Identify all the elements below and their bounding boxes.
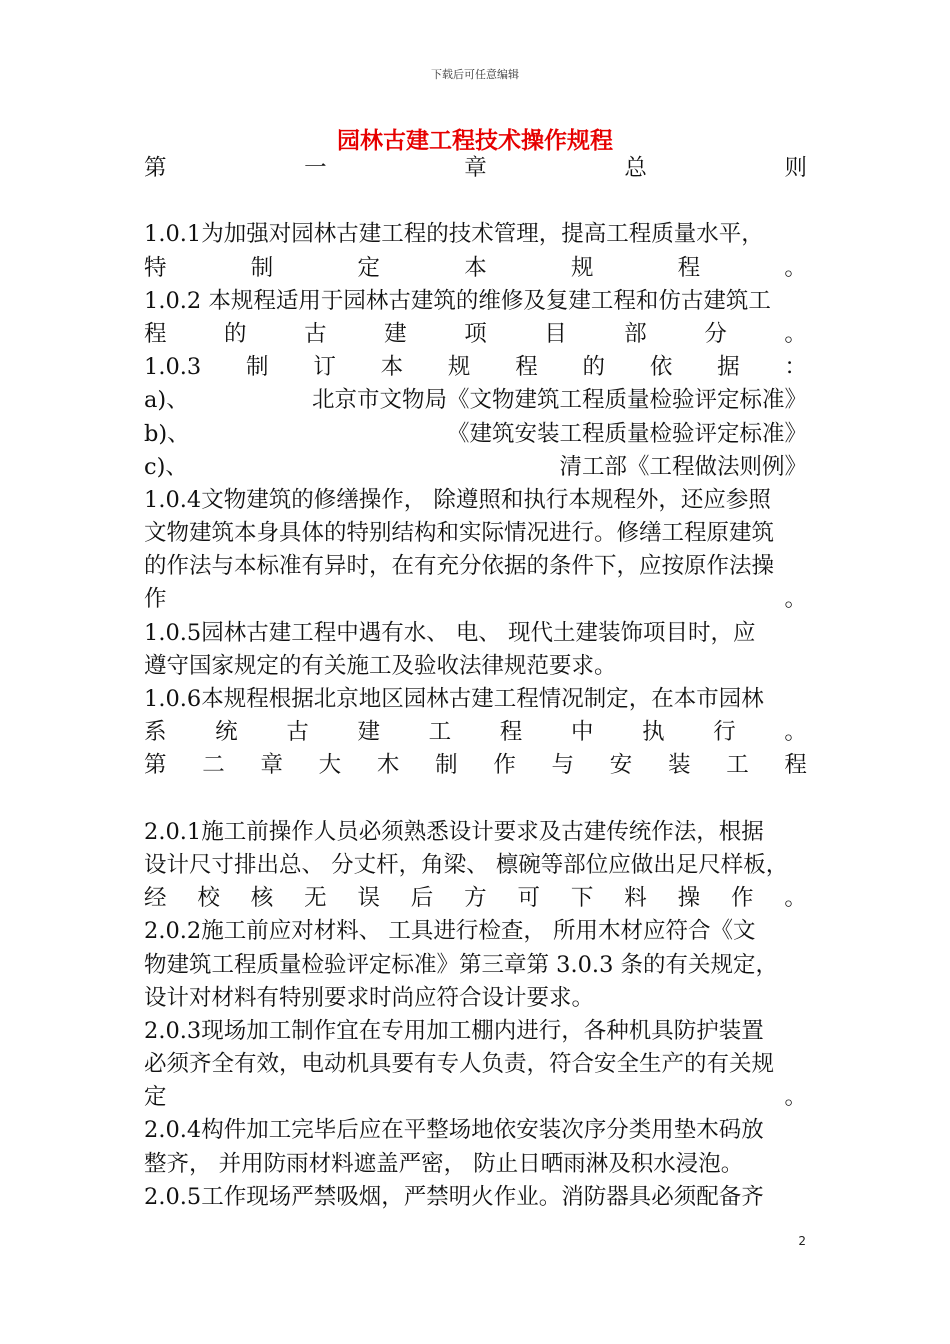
body-line: 必须齐全有效，电动机具要有专人负责，符合安全生产的有关规 <box>144 1051 775 1078</box>
body-line: 1.0.1为加强对园林古建工程的技术管理，提高工程质量水平， <box>144 221 764 248</box>
word: 可 <box>517 885 541 912</box>
word: 第 <box>144 752 167 779</box>
body-line <box>144 882 807 915</box>
word: 制 <box>250 254 274 281</box>
body-line <box>144 384 807 417</box>
word: 统 <box>215 719 238 746</box>
word: 木 <box>376 752 400 779</box>
word: 工 <box>726 752 749 779</box>
word: 规 <box>447 354 471 381</box>
word: 安 <box>609 752 633 779</box>
blank-line <box>144 185 807 218</box>
word: 建 <box>384 320 407 347</box>
body-line: 2.0.1施工前操作人员必须熟悉设计要求及古建传统作法，根据 <box>144 818 764 845</box>
body-line: 文物建筑本身具体的特别结构和实际情况进行。修缮工程原建筑 <box>144 520 775 547</box>
word: 北京市文物局《文物建筑工程质量检验评定标准》 <box>311 387 807 414</box>
word: 遵守国家规定的有关施工及验收法律规范要求。 <box>144 652 617 679</box>
word: 一 <box>304 155 327 181</box>
body-line <box>144 982 807 1015</box>
word: 。 <box>784 719 807 746</box>
word: 1.0.3 <box>144 354 202 381</box>
body-line: 1.0.6本规程根据北京地区园林古建工程情况制定，在本市园林 <box>144 686 764 712</box>
word: 。 <box>784 586 807 613</box>
body-line: 设计尺寸排出总、 分丈杆，角梁、 檩碗等部位应做出足尺样板， <box>144 851 789 878</box>
word: a)、 <box>144 387 189 414</box>
body-line <box>144 318 807 351</box>
word: 中 <box>570 719 594 746</box>
word: 分 <box>704 320 727 347</box>
word: 操 <box>677 885 701 912</box>
word: 料 <box>624 885 647 912</box>
word: 设计对材料有特别要求时尚应符合设计要求。 <box>144 984 595 1011</box>
word: 的 <box>582 354 606 381</box>
word: 大 <box>318 752 342 779</box>
word: 作 <box>730 885 754 912</box>
word: 定 <box>144 1084 167 1111</box>
body-line: 的作法与本标准有异时，在有充分依据的条件下，应按原作法操 <box>144 553 775 580</box>
body-line: 1.0.4文物建筑的修缮操作， 除遵照和执行本规程外，还应参照 <box>144 486 771 513</box>
word: 方 <box>464 885 487 912</box>
word: 经 <box>144 885 167 912</box>
word: 校 <box>197 885 220 912</box>
body-line <box>144 583 807 616</box>
body-line <box>144 1081 807 1114</box>
word: 制 <box>435 752 458 779</box>
body-line <box>144 749 807 782</box>
word: 二 <box>202 752 225 779</box>
word: 本 <box>464 254 487 281</box>
word: 总 <box>624 155 647 181</box>
word: 古 <box>286 719 309 746</box>
word: 无 <box>304 885 327 912</box>
word: 程 <box>677 254 701 281</box>
word: 。 <box>784 254 807 281</box>
word: 则 <box>784 155 807 181</box>
word: 与 <box>551 752 575 779</box>
word: 。 <box>784 885 807 912</box>
body-line: 2.0.3现场加工制作宜在专用加工棚内进行，各种机具防护装置 <box>144 1017 764 1044</box>
body-line: 1.0.5园林古建工程中遇有水、 电、 现代土建装饰项目时，应 <box>144 619 756 646</box>
document-title: 园林古建工程技术操作规程 <box>337 128 613 154</box>
word: 《建筑安装工程质量检验评定标准》 <box>446 420 807 447</box>
word: 系 <box>144 719 167 746</box>
blank-line <box>144 783 807 816</box>
word: 作 <box>493 752 516 779</box>
body-line: 整齐， 并用防雨材料遮盖严密， 防止日晒雨淋及积水浸泡。 <box>144 1150 744 1177</box>
word: 工 <box>428 719 452 746</box>
page-header: 下载后可任意编辑 <box>431 68 519 81</box>
word: 程 <box>515 354 538 381</box>
body-line: 1.0.2 本规程适用于园林古建筑的维修及复建工程和仿古建筑工 <box>144 287 771 314</box>
word: 清工部《工程做法则例》 <box>559 453 807 480</box>
word: 项 <box>464 320 487 347</box>
word: 。 <box>784 1084 807 1111</box>
word: 行 <box>713 719 736 746</box>
body-line <box>144 451 807 484</box>
word: 规 <box>570 254 594 281</box>
word: 作 <box>144 586 167 613</box>
word: 定 <box>357 254 380 281</box>
word: ： <box>784 354 807 381</box>
word: 建 <box>357 719 380 746</box>
word: 。 <box>784 320 807 347</box>
word: 的 <box>224 320 247 347</box>
word: 目 <box>544 320 567 347</box>
word: 特 <box>144 254 167 281</box>
word: 程 <box>784 752 807 779</box>
word: 程 <box>144 320 167 347</box>
word: 本 <box>380 354 404 381</box>
word: 据 <box>717 354 740 381</box>
body-line <box>144 418 807 451</box>
word: 后 <box>410 885 434 912</box>
body-line: 2.0.4构件加工完毕后应在平整场地依安装次序分类用垫木码放 <box>144 1117 764 1144</box>
word: 制 <box>246 354 269 381</box>
word: 部 <box>624 320 647 347</box>
body-line: 2.0.5工作现场严禁吸烟，严禁明火作业。消防器具必须配备齐 <box>144 1183 764 1210</box>
body-line <box>144 152 807 185</box>
body-line <box>144 252 807 285</box>
word: 误 <box>357 885 380 912</box>
body-line <box>144 716 807 749</box>
word: 第 <box>144 155 167 181</box>
word: 订 <box>313 354 336 381</box>
word: 核 <box>250 885 274 912</box>
body-line <box>144 351 807 384</box>
word: c)、 <box>144 453 188 480</box>
word: 章 <box>464 155 487 181</box>
word: 装 <box>667 752 691 779</box>
word: b)、 <box>144 420 190 447</box>
word: 程 <box>499 719 523 746</box>
word: 章 <box>260 752 283 779</box>
word: 执 <box>642 719 665 746</box>
body-line: 2.0.2施工前应对材料、 工具进行检查， 所用木材应符合《文 <box>144 918 756 945</box>
word: 下 <box>570 885 594 912</box>
word: 古 <box>304 320 327 347</box>
body-line: 物建筑工程质量检验评定标准》第三章第 3.0.3 条的有关规定， <box>144 951 779 978</box>
document-body <box>144 152 807 1214</box>
word: 依 <box>649 354 673 381</box>
body-line <box>144 650 807 683</box>
page-number: 2 <box>798 1234 806 1248</box>
